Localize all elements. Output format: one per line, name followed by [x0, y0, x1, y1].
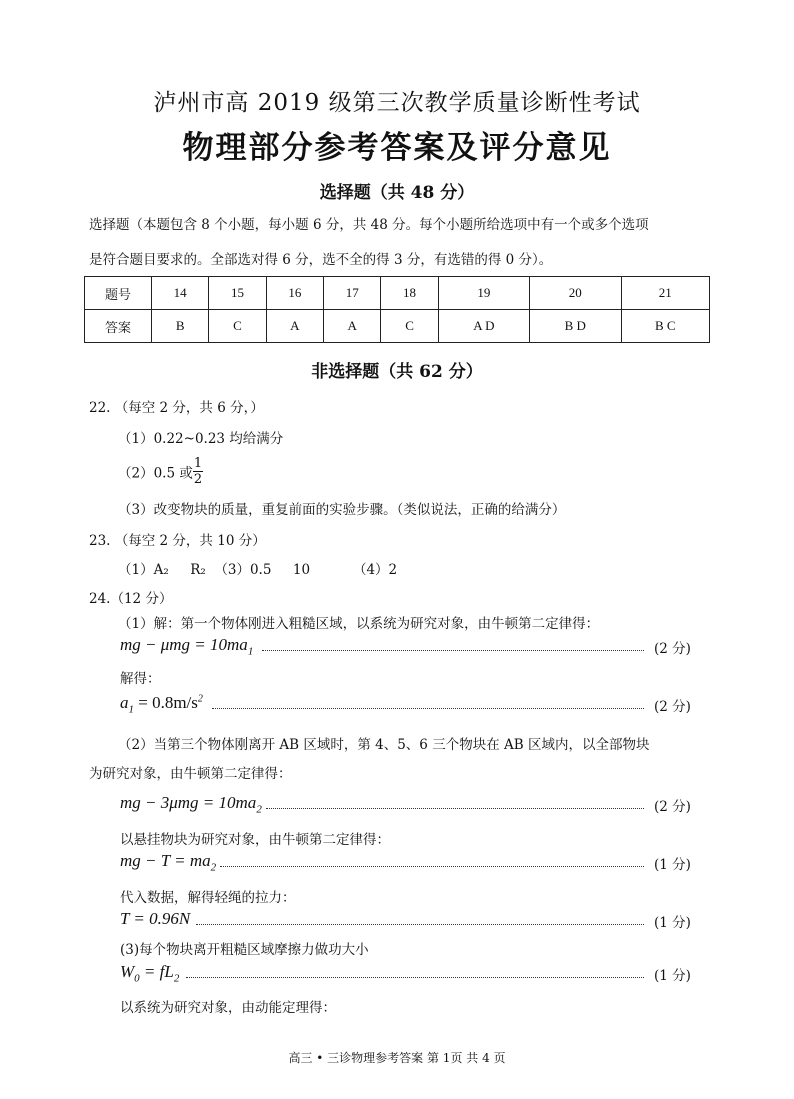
question-number: 18	[381, 277, 438, 310]
question-number: 14	[152, 277, 209, 310]
eq6-wsub: 0	[134, 972, 140, 985]
page-footer: 高三 • 三诊物理参考答案 第 1页 共 4 页	[288, 1051, 506, 1065]
nonchoice-section-heading: 非选择题（共 62 分）	[311, 362, 483, 382]
leader-dots	[220, 866, 644, 867]
eq6-w: W	[120, 962, 135, 981]
answer-table	[84, 276, 710, 343]
equation-6	[120, 962, 179, 984]
score-eq2: (2 分)	[654, 699, 691, 715]
fraction-denominator: 2	[193, 472, 203, 487]
leader-dots	[262, 650, 644, 651]
score-eq3: (2 分)	[654, 799, 691, 815]
q23-answers: （1）A₂ R₂ （3）0.5 10 （4）2	[118, 562, 398, 578]
eq6-rest: = fL	[139, 962, 174, 981]
equation-2	[120, 693, 203, 715]
q22-item2	[118, 456, 203, 487]
q24-part3-text: (3)每个物块离开粗糙区域摩擦力做功大小	[120, 942, 369, 958]
eq3-sub: 2	[256, 803, 262, 816]
fraction-one-half	[193, 456, 203, 487]
row-label-answer: 答案	[85, 310, 152, 343]
fraction-numerator: 1	[193, 456, 203, 471]
answer-cell: B	[152, 310, 209, 343]
equation-4	[120, 851, 216, 873]
exam-title: 泸州市高 2019 级第三次教学质量诊断性考试	[153, 90, 641, 116]
equation-5	[120, 909, 190, 929]
leader-dots	[212, 708, 644, 709]
q22-item1: （1）0.22~0.23 均给满分	[118, 431, 284, 447]
q24-header: 24.（12 分）	[89, 591, 173, 607]
answer-cell: A	[324, 310, 381, 343]
table-row-numbers	[85, 277, 710, 310]
eq3-main: mg − 3μmg = 10ma	[120, 793, 257, 812]
equation-1	[120, 635, 253, 657]
answer-cell: C	[209, 310, 266, 343]
answer-cell: B D	[530, 310, 621, 343]
q24-part1-text: （1）解：第一个物体刚进入粗糙区域，以系统为研究对象，由牛顿第二定律得：	[118, 616, 600, 632]
question-number: 15	[209, 277, 266, 310]
question-number: 16	[266, 277, 323, 310]
choice-instruction-line2: 是符合题目要求的。全部选对得 6 分，选不全的得 3 分，有选错的得 0 分）。	[89, 252, 553, 268]
eq2-a: a	[120, 693, 129, 712]
question-number: 17	[324, 277, 381, 310]
score-eq4: (1 分)	[654, 857, 691, 873]
eq4-sub: 2	[210, 861, 217, 874]
score-eq1: (2 分)	[654, 641, 691, 657]
eq1-sub: 1	[247, 645, 254, 658]
solve-label: 解得：	[120, 671, 161, 687]
score-eq6: (1 分)	[654, 968, 691, 984]
equation-3	[120, 793, 262, 815]
score-eq5: (1 分)	[654, 915, 691, 931]
answer-cell: B C	[621, 310, 710, 343]
eq2-rest: = 0.8m/s	[134, 693, 198, 712]
answer-cell: C	[381, 310, 438, 343]
eq5-main: T = 0.96N	[120, 909, 191, 928]
q23-header: 23. （每空 2 分，共 10 分）	[89, 533, 266, 549]
eq1-main: mg − μmg = 10ma	[120, 635, 248, 654]
q24-part2-line1: （2）当第三个物体刚离开 AB 区域时，第 4、5、6 三个物块在 AB 区域内，以全部物块	[118, 737, 650, 753]
choice-section-heading: 选择题（共 48 分）	[319, 183, 475, 203]
question-number: 21	[621, 277, 710, 310]
eq4-main: mg − T = ma	[120, 851, 211, 870]
table-row-answers	[85, 310, 710, 343]
leader-dots	[186, 977, 644, 978]
q24-part2-text2: 以悬挂物块为研究对象，由牛顿第二定律得：	[120, 832, 390, 848]
row-label-number: 题号	[85, 277, 152, 310]
document-title: 物理部分参考答案及评分意见	[182, 130, 612, 166]
question-number: 20	[530, 277, 621, 310]
answer-cell: A D	[438, 310, 529, 343]
q22-header: 22. （每空 2 分，共 6 分，）	[89, 400, 264, 416]
answer-cell: A	[266, 310, 323, 343]
q24-part3-text2: 以系统为研究对象，由动能定理得：	[120, 1000, 336, 1016]
choice-instruction-line1: 选择题（本题包含 8 个小题，每小题 6 分，共 48 分。每个小题所给选项中有一个或多个选项	[89, 217, 649, 233]
question-number: 19	[438, 277, 529, 310]
leader-dots	[266, 808, 644, 809]
leader-dots	[196, 924, 644, 925]
q22-item2-text: （2）0.5 或	[118, 465, 193, 482]
eq6-sub: 2	[173, 972, 180, 985]
q22-item3: （3）改变物块的质量，重复前面的实验步骤。（类似说法，正确的给满分）	[118, 502, 566, 518]
q24-part2-line2: 为研究对象，由牛顿第二定律得：	[89, 766, 292, 782]
q24-part2-text3: 代入数据，解得轻绳的拉力：	[120, 890, 296, 906]
eq2-sup: 2	[197, 693, 203, 705]
eq2-sub: 1	[128, 703, 134, 716]
